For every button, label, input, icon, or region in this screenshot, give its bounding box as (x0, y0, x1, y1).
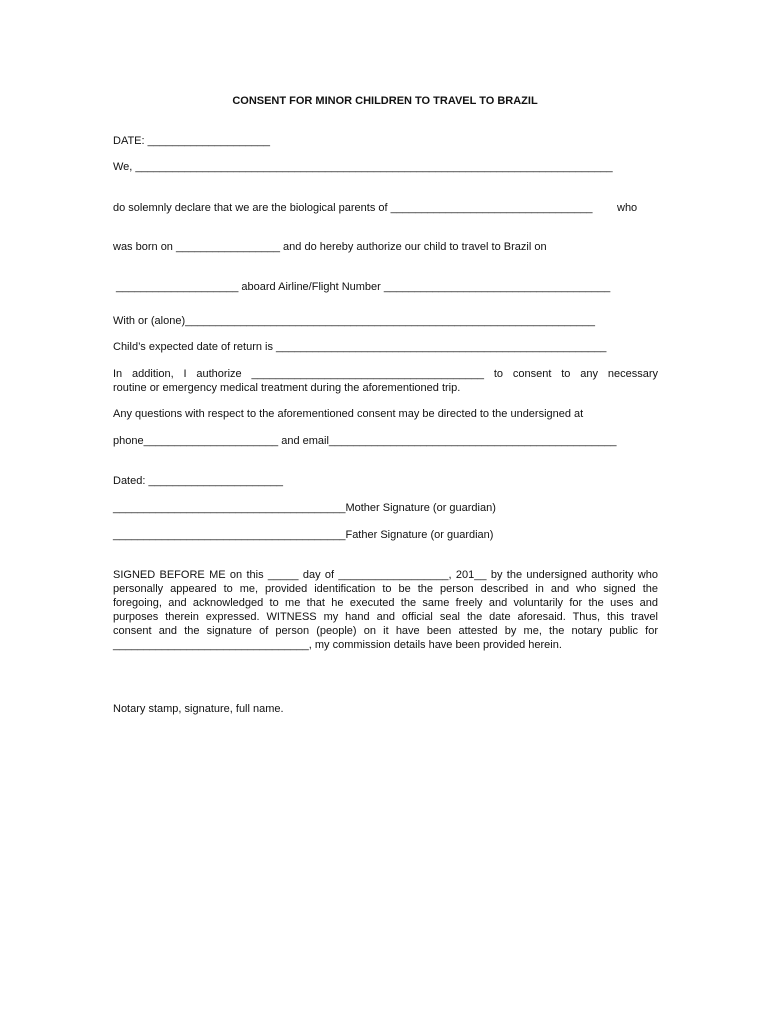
notary-stamp-line: Notary stamp, signature, full name. (113, 703, 284, 715)
notary-attestation-line: ________________________________, my commission details have been provided herein. (113, 639, 562, 651)
questions-line: Any questions with respect to the aforementioned consent may be directed to the undersigned at (113, 408, 584, 420)
declaration-field-line: do solemnly declare that we are the biological parents of _________________________________ (113, 202, 593, 214)
parents-names-field-line: We, ______________________________________________________________________________ (113, 161, 613, 173)
father-signature-line: ______________________________________Father Signature (or guardian) (113, 529, 494, 541)
notary-attestation-paragraph (113, 568, 658, 652)
return-date-field-line: Child’s expected date of return is ______________________________________________________ (113, 341, 607, 353)
medical-authorization-line-2: routine or emergency medical treatment during the aforementioned trip. (113, 382, 461, 394)
date-field-line: DATE: ____________________ (113, 135, 270, 147)
mother-signature-line: ______________________________________Mother Signature (or guardian) (113, 502, 496, 514)
notary-attestation-line: SIGNED BEFORE ME on this _____ day of __________________, 201__ by the undersigned authority who (113, 569, 658, 581)
companion-field-line: With or (alone)___________________________________________________________________ (113, 315, 596, 327)
birth-date-field-line: was born on _________________ and do hereby authorize our child to travel to Brazil on (113, 241, 547, 253)
medical-authorization-line-1: In addition, I authorize ______________________________________ to consent to any necessary (113, 368, 658, 380)
notary-attestation-line: foregoing, and acknowledged to me that he executed the same freely and voluntarily for the uses and (113, 597, 658, 609)
dated-field-line: Dated: ______________________ (113, 475, 284, 487)
notary-attestation-line: consent and the signature of person (people) on it have been attested by me, the notary public for (113, 625, 658, 637)
notary-attestation-line: personally appeared to me, provided identification to be the person described in and who signed the (113, 583, 658, 595)
declaration-who-word: who (617, 202, 638, 214)
medical-authorization-paragraph (113, 367, 658, 395)
flight-field-line: ____________________ aboard Airline/Flight Number _____________________________________ (116, 281, 611, 293)
contact-field-line: phone______________________ and email_______________________________________________ (113, 435, 617, 447)
document-title: CONSENT FOR MINOR CHILDREN TO TRAVEL TO BRAZIL (232, 95, 538, 107)
notary-attestation-line: purposes therein expressed. WITNESS my hand and official seal the date aforesaid. Thus, this travel (113, 611, 658, 623)
